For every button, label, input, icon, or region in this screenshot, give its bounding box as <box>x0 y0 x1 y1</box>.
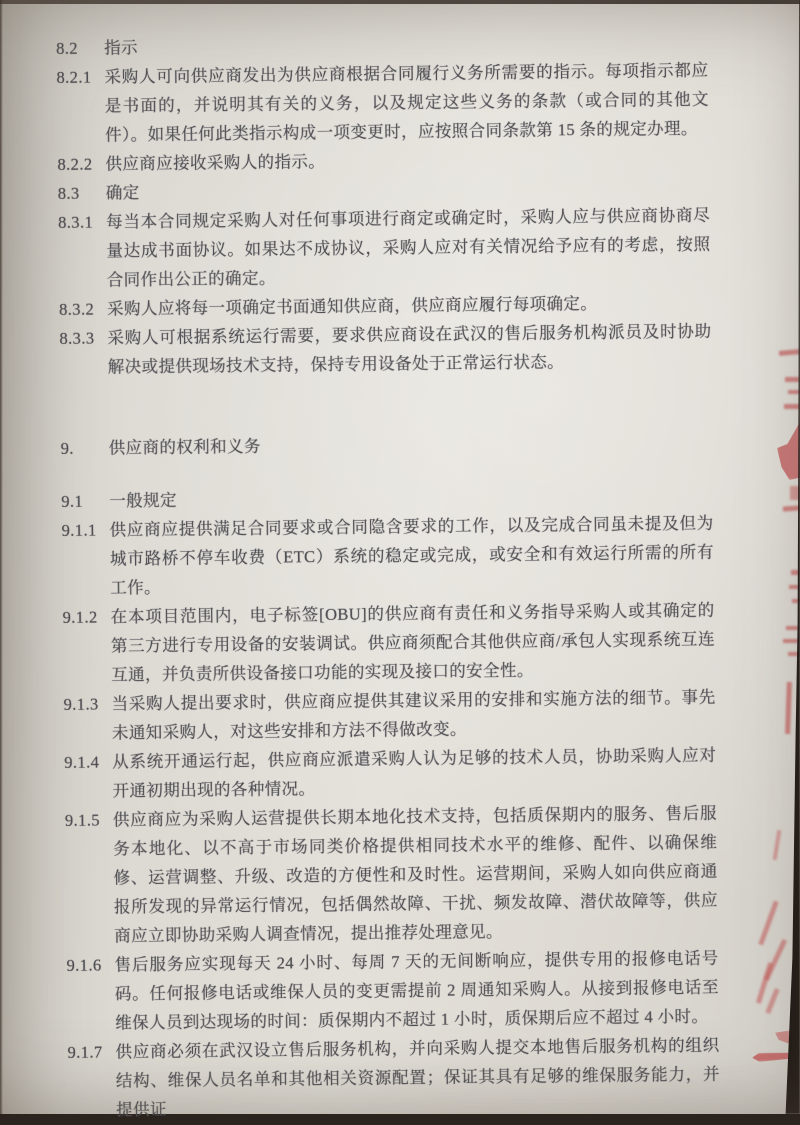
clause-text: 在本项目范围内，电子标签[OBU]的供应商有责任和义务指导采购人或其确定的第三方进行专用设备的安装调试。供应商须配合其他供应商/承包人实现系统互连互通，并负责所供设备接口功能的实现及接口的安全性。 <box>110 600 716 685</box>
red-stamp-fragment <box>783 639 799 643</box>
clause-row-9-1-6 <box>66 944 719 1038</box>
clause-text: 售后服务应实现每天 24 小时、每周 7 天的无间断响应，提供专用的报修电话号码。任何报修电话或维保人员的变更需提前 2 周通知采购人。从接到报修电话至维保人员到达现场的时间：质保期内不超过 1 小时，质保期后应不超过 4 小时。 <box>114 948 719 1033</box>
clause-text: 采购人可根据系统运行需要，要求供应商设在武汉的售后服务机构派员及时协助解决或提供现场技术支持，保持专用设备处于正常运行状态。 <box>107 321 712 377</box>
clause-text: 采购人可向供应商发出为供应商根据合同履行义务所需要的指示。每项指示都应是书面的，并说明其有关的义务，以及规定这些义务的条款（或合同的其他文件）。如果任何此类指示构成一项变更时，应按照合同条款第 15 条的规定办理。 <box>104 60 709 145</box>
clause-row-9 <box>61 427 713 463</box>
clause-number: 8.3 <box>57 183 80 203</box>
clause-row-8-3-1 <box>58 201 711 295</box>
clause-text: 采购人应将每一项确定书面通知供应商，供应商应履行每项确定。 <box>107 293 598 319</box>
clause-text: 供应商的权利和义务 <box>108 436 261 458</box>
red-stamp-fragment <box>784 404 800 409</box>
clause-number: 8.3.1 <box>58 212 94 232</box>
photo-left-edge <box>0 0 3 1114</box>
clause-row-9-1-2 <box>62 596 715 690</box>
clause-row-9-1-1 <box>61 509 714 603</box>
clause-row-9-1-7 <box>67 1031 720 1125</box>
clause-number: 9.1.2 <box>62 607 98 627</box>
clause-row-8-3-3 <box>59 317 712 382</box>
clause-number: 8.2.1 <box>56 67 92 87</box>
clause-number: 9.1.3 <box>63 694 99 714</box>
clause-number: 8.3.3 <box>59 328 95 348</box>
clause-number: 9.1.6 <box>66 955 102 975</box>
photo-top-edge <box>0 0 800 4</box>
clause-number: 9. <box>60 438 74 458</box>
contract-text-block <box>56 27 720 1125</box>
red-pen-mark <box>773 830 782 860</box>
clause-number: 9.1 <box>61 491 84 511</box>
clause-text: 一般规定 <box>109 490 178 511</box>
clause-text: 供应商应为采购人运营提供长期本地化技术支持，包括质保期内的服务、售后服务本地化、以不高于市场同类价格提供相同技术水平的维修、配件、以确保维修、运营调整、升级、改造的方便性和及时性。运营期间，采购人如向供应商通报所发现的异常运行情况，包括偶然故障、干扰、频发故障、潜伏故障等，供应商应立即协助采购人调查情况，提出推荐处理意见。 <box>112 803 718 946</box>
clause-number: 9.1.7 <box>67 1042 103 1062</box>
red-stamp-fragment <box>783 505 800 511</box>
red-stamp-fragment <box>788 390 800 394</box>
clause-text: 指示 <box>104 38 139 58</box>
clause-text: 供应商应提供满足合同要求或合同隐含要求的工作，以及完成合同虽未提及但为城市路桥不停车收费（ETC）系统的稳定或完成，或安全和有效运行所需的所有工作。 <box>109 513 715 598</box>
clause-text: 供应商应接收采购人的指示。 <box>105 151 326 174</box>
red-stamp-fragment <box>779 349 800 356</box>
red-pen-mark <box>758 901 778 946</box>
clause-row-8-2-1 <box>56 56 709 150</box>
red-stamp-fragment <box>785 682 792 734</box>
clause-number: 8.2.2 <box>57 154 93 174</box>
clause-text: 确定 <box>105 183 140 203</box>
clause-number: 9.1.5 <box>64 810 101 830</box>
clause-number: 9.1.1 <box>61 520 97 540</box>
clause-number: 8.3.2 <box>59 299 95 319</box>
clause-row-9-1-5 <box>65 799 719 951</box>
clause-text: 从系统开通运行起，供应商应派遣采购人认为足够的技术人员，协助采购人应对开通初期出现的各种情况。 <box>112 745 717 801</box>
clause-row-9-1-4 <box>64 741 717 806</box>
red-stamp-fragment <box>786 626 799 630</box>
clause-row-9-1-3 <box>63 683 716 748</box>
clause-text: 每当本合同规定采购人对任何事项进行商定或确定时，采购人应与供应商协商尽量达成书面协议。如果达不成协议，采购人应对有关情况给予应有的考虑，按照合同作出公正的确定。 <box>106 205 711 290</box>
clause-text: 供应商必须在武汉设立售后服务机构，并向采购人提交本地售后服务机构的组织结构、维保人员名单和其他相关资源配置；保证其具有足够的维保服务能力，并提供证 <box>115 1035 720 1120</box>
red-stamp-fragment <box>777 422 800 480</box>
red-pen-mark <box>765 988 779 1014</box>
clause-number: 8.2 <box>56 38 79 58</box>
clause-number: 9.1.4 <box>64 752 100 772</box>
red-stamp-fragment <box>785 377 800 382</box>
clause-text: 当采购人提出要求时，供应商应提供其建议采用的安排和实施方法的细节。事先未通知采购人，对这些安排和方法不得做改变。 <box>111 687 716 743</box>
